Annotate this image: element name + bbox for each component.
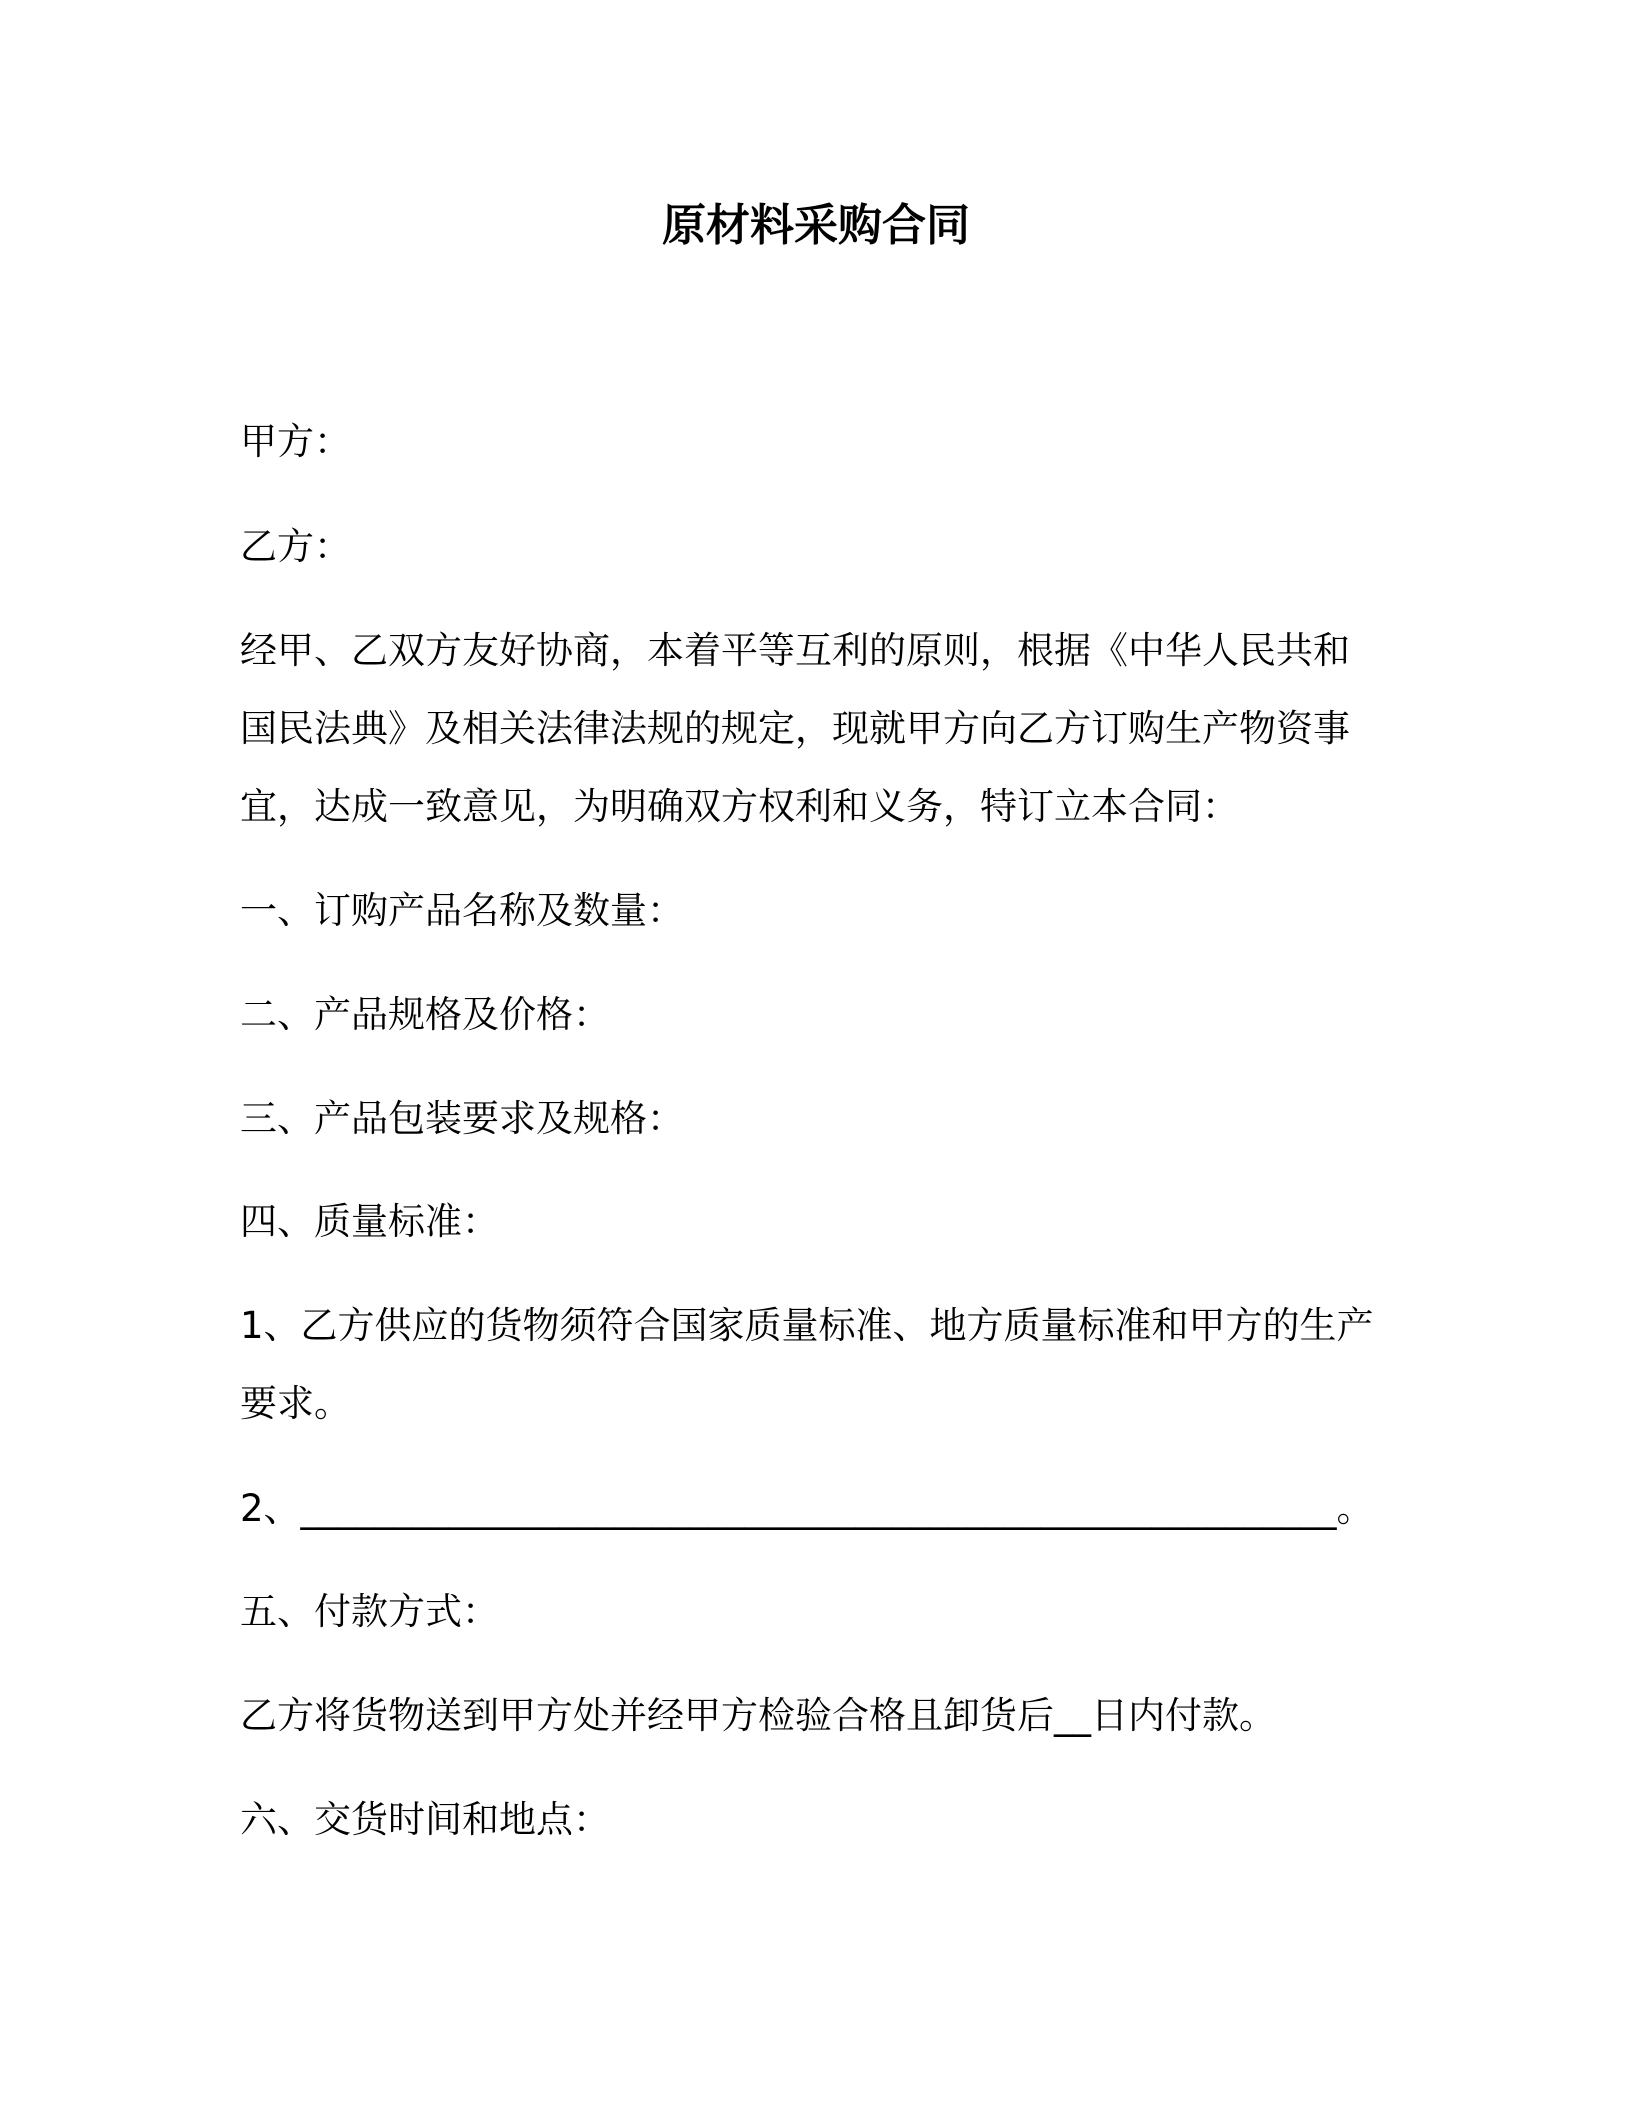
section-heading-payment: 五、付款方式： xyxy=(240,1590,499,1633)
quality-clause-1-line-2: 要求。 xyxy=(240,1382,351,1425)
quality-clause-2: 2、________________________________________________________。 xyxy=(240,1487,1374,1530)
preamble-line-3: 宜，达成一致意见，为明确双方权利和义务，特订立本合同： xyxy=(240,785,1239,828)
payment-terms-text: 乙方将货物送到甲方处并经甲方检验合格且卸货后__日内付款。 xyxy=(240,1694,1276,1737)
preamble-line-1: 经甲、乙双方友好协商，本着平等互利的原则，根据《中华人民共和 xyxy=(240,629,1350,672)
section-heading-packaging: 三、产品包装要求及规格： xyxy=(240,1097,684,1140)
party-a-label: 甲方： xyxy=(240,420,351,463)
preamble-line-2: 国民法典》及相关法律法规的规定，现就甲方向乙方订购生产物资事 xyxy=(240,707,1350,750)
section-heading-products: 一、订购产品名称及数量： xyxy=(240,889,684,932)
section-heading-delivery: 六、交货时间和地点： xyxy=(240,1798,610,1841)
party-b-label: 乙方： xyxy=(240,525,351,568)
section-heading-quality: 四、质量标准： xyxy=(240,1200,499,1243)
section-heading-specs: 二、产品规格及价格： xyxy=(240,993,610,1036)
quality-clause-1-line-1: 1、乙方供应的货物须符合国家质量标准、地方质量标准和甲方的生产 xyxy=(240,1304,1374,1347)
contract-title: 原材料采购合同 xyxy=(662,200,970,251)
